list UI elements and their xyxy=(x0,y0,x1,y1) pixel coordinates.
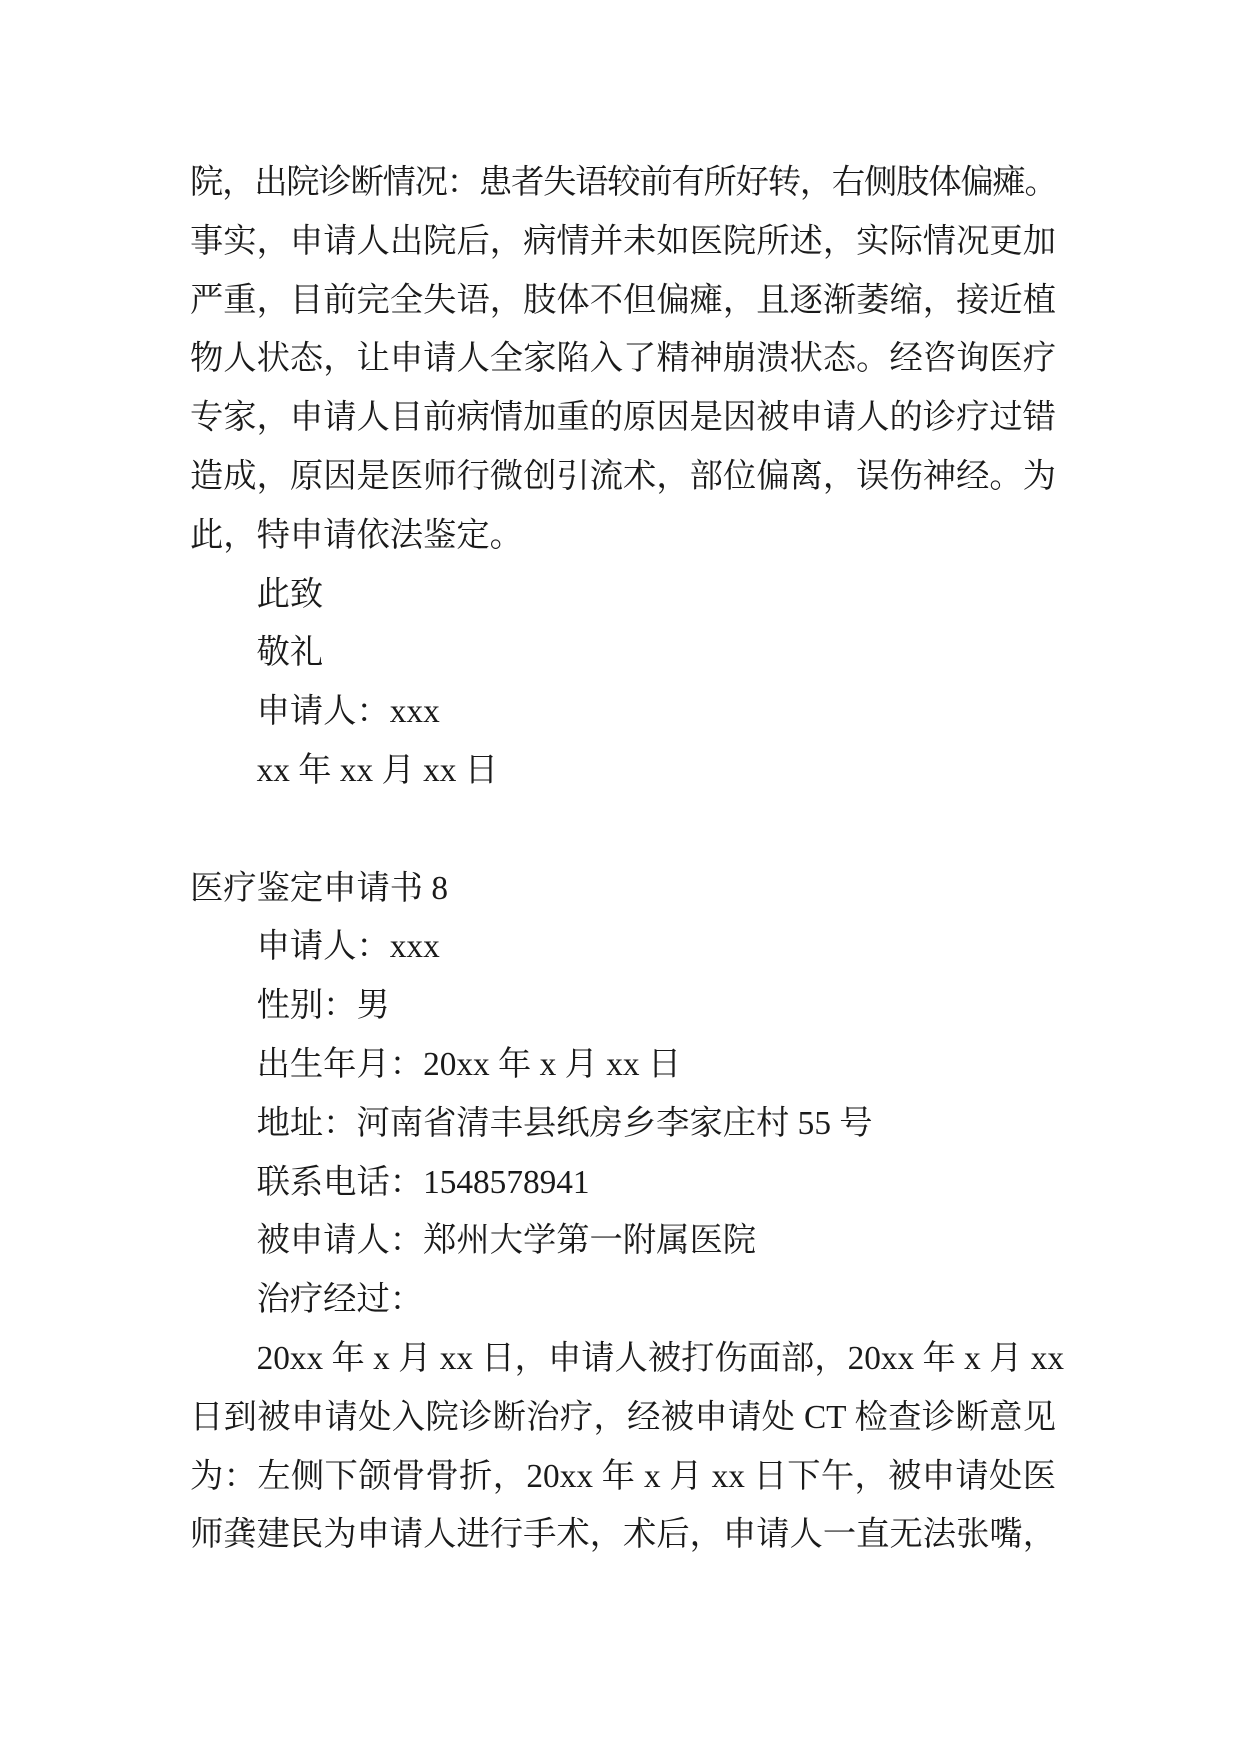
paragraph-line: 严重，目前完全失语，肢体不但偏瘫，且逐渐萎缩，接近植 xyxy=(190,281,1056,319)
closing-applicant xyxy=(190,683,1056,742)
phone-field xyxy=(190,1154,1056,1213)
paragraph-line: 造成，原因是医师行微创引流术，部位偏离，误伤神经。为 xyxy=(190,457,1056,495)
field-value: 河南省清丰县纸房乡李家庄村 55 号 xyxy=(356,1104,873,1142)
paragraph-line: 专家，申请人目前病情加重的原因是因被申请人的诊疗过错 xyxy=(190,399,1056,437)
field-value: 男 xyxy=(356,987,390,1025)
field-value: 郑州大学第一附属医院 xyxy=(423,1222,757,1260)
field-label: 申请人： xyxy=(256,693,390,731)
field-value: 20xx 年 x 月 xx 日 xyxy=(423,1045,682,1083)
birth-date-field xyxy=(190,1036,1056,1095)
field-value: xxx xyxy=(389,693,440,731)
field-value: 1548578941 xyxy=(423,1163,590,1201)
paragraph-line: 日到被申请处入院诊断治疗，经被申请处 CT 检查诊断意见 xyxy=(190,1398,1056,1436)
treatment-heading: 治疗经过： xyxy=(256,1281,424,1319)
paragraph-line: 师龚建民为申请人进行手术，术后，申请人一直无法张嘴， xyxy=(190,1516,1056,1554)
paragraph-line: 院，出院诊断情况：患者失语较前有所好转，右侧肢体偏瘫。 xyxy=(190,164,1057,201)
field-value: xxx xyxy=(389,928,440,966)
gender-field xyxy=(190,977,1056,1036)
applicant-field xyxy=(190,918,1056,977)
field-label: 被申请人： xyxy=(256,1222,424,1260)
paragraph-line: 物人状态，让申请人全家陷入了精神崩溃状态。经咨询医疗 xyxy=(190,340,1056,378)
closing-salutation: 此致 xyxy=(256,575,324,613)
blank-line xyxy=(190,801,1056,860)
field-label: 性别： xyxy=(256,987,357,1025)
closing-regards: 敬礼 xyxy=(256,634,324,672)
paragraph-line: 为：左侧下颌骨骨折，20xx 年 x 月 xx 日下午，被申请处医 xyxy=(190,1457,1056,1495)
closing-date: xx 年 xx 月 xx 日 xyxy=(256,751,498,789)
field-label: 地址： xyxy=(256,1104,357,1142)
field-label: 出生年月： xyxy=(256,1045,424,1083)
paragraph-line: 20xx 年 x 月 xx 日，申请人被打伤面部，20xx 年 x 月 xx xyxy=(256,1339,1065,1377)
respondent-field xyxy=(190,1212,1056,1271)
field-label: 联系电话： xyxy=(256,1163,424,1201)
paragraph-line: 此，特申请依法鉴定。 xyxy=(190,516,523,554)
field-label: 申请人： xyxy=(256,928,390,966)
section-title: 医疗鉴定申请书 8 xyxy=(190,869,449,907)
document-body xyxy=(190,154,1065,1565)
paragraph-line: 事实，申请人出院后，病情并未如医院所述，实际情况更加 xyxy=(190,222,1056,260)
address-field xyxy=(190,1095,1056,1154)
